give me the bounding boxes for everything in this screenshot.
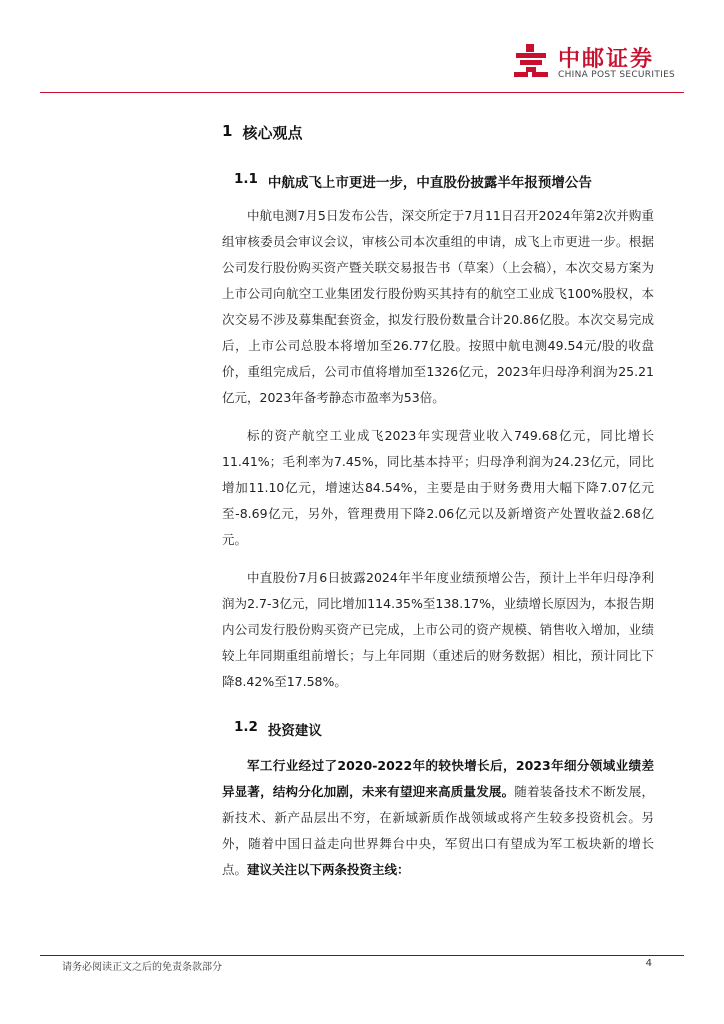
tail-bold-text: 建议关注以下两条投资主线： — [247, 862, 410, 877]
company-logo — [512, 42, 682, 86]
subsection-number: 1.2 — [234, 719, 258, 735]
subsection-heading-1 — [234, 171, 654, 191]
footer-disclaimer: 请务必阅读正文之后的免责条款部分 — [62, 962, 222, 973]
main-content — [222, 112, 654, 895]
paragraph: 标的资产航空工业成飞2023年实现营业收入749.68亿元，同比增长11.41%；毛利率为7.45%，同比基本持平；归母净利润为24.23亿元，同比增加11.10亿元，增速达84.54%，主要是由于财务费用大幅下降7.07亿元至-8.69亿元，另外，管理费用下降2.06亿元以及新增资产处置收益2.68亿元。 — [222, 428, 654, 547]
header-divider — [40, 92, 684, 93]
section-title: 核心观点 — [242, 124, 303, 142]
subsection-title: 投资建议 — [267, 723, 322, 739]
china-post-logo-icon — [512, 42, 550, 80]
subsection-heading-2 — [234, 719, 654, 739]
paragraph: 中直股份7月6日披露2024年半年度业绩预增公告，预计上半年归母净利润为2.7-3亿元，同比增加114.35%至138.17%，业绩增长原因为，本报告期内公司发行股份购买资产已完成，上市公司的资产规模、销售收入增加，业绩较上年同期重组前增长；与上年同期（重述后的财务数据）相比，预计同比下降8.42%至17.58%。 — [222, 570, 654, 689]
page-number: 4 — [645, 958, 652, 969]
logo-english-name: CHINA POST SECURITIES — [558, 70, 676, 80]
section-heading — [222, 122, 654, 143]
subsection-title: 中航成飞上市更进一步，中直股份披露半年报预增公告 — [267, 175, 592, 191]
investment-advice-paragraph — [222, 753, 654, 883]
paragraph: 中航电测7月5日发布公告，深交所定于7月11日召开2024年第2次并购重组审核委员会审议会议，审核公司本次重组的申请，成飞上市更进一步。根据公司发行股份购买资产暨关联交易报告书（草案）（上会稿），本次交易方案为上市公司向航空工业集团发行股份购买其持有的航空工业成飞100%股权，本次交易不涉及募集配套资金，拟发行股份数量合计20.86亿股。本次交易完成后，上市公司总股本将增加至26.77亿股。按照中航电测49.54元/股的收盘价，重组完成后，公司市值将增加至1326亿元，2023年归母净利润为25.21亿元，2023年备考静态市盈率为53倍。 — [222, 208, 654, 405]
section-number: 1 — [222, 122, 233, 140]
logo-chinese-name: 中邮证券 — [558, 47, 655, 72]
body-text: 随着装备技术不断发展，新技术、新产品层出不穷，在新域新质作战领域或将产生较多投资机会。另外，随着中国日益走向世界舞台中央，军贸出口有望成为军工板块新的增长点。 — [222, 784, 654, 877]
lead-bold-text: 军工行业经过了2020-2022年的较快增长后，2023年细分领域业绩差异显著，结构分化加剧，未来有望迎来高质量发展。 — [222, 758, 654, 799]
subsection-number: 1.1 — [234, 171, 258, 187]
footer-divider — [40, 955, 684, 956]
